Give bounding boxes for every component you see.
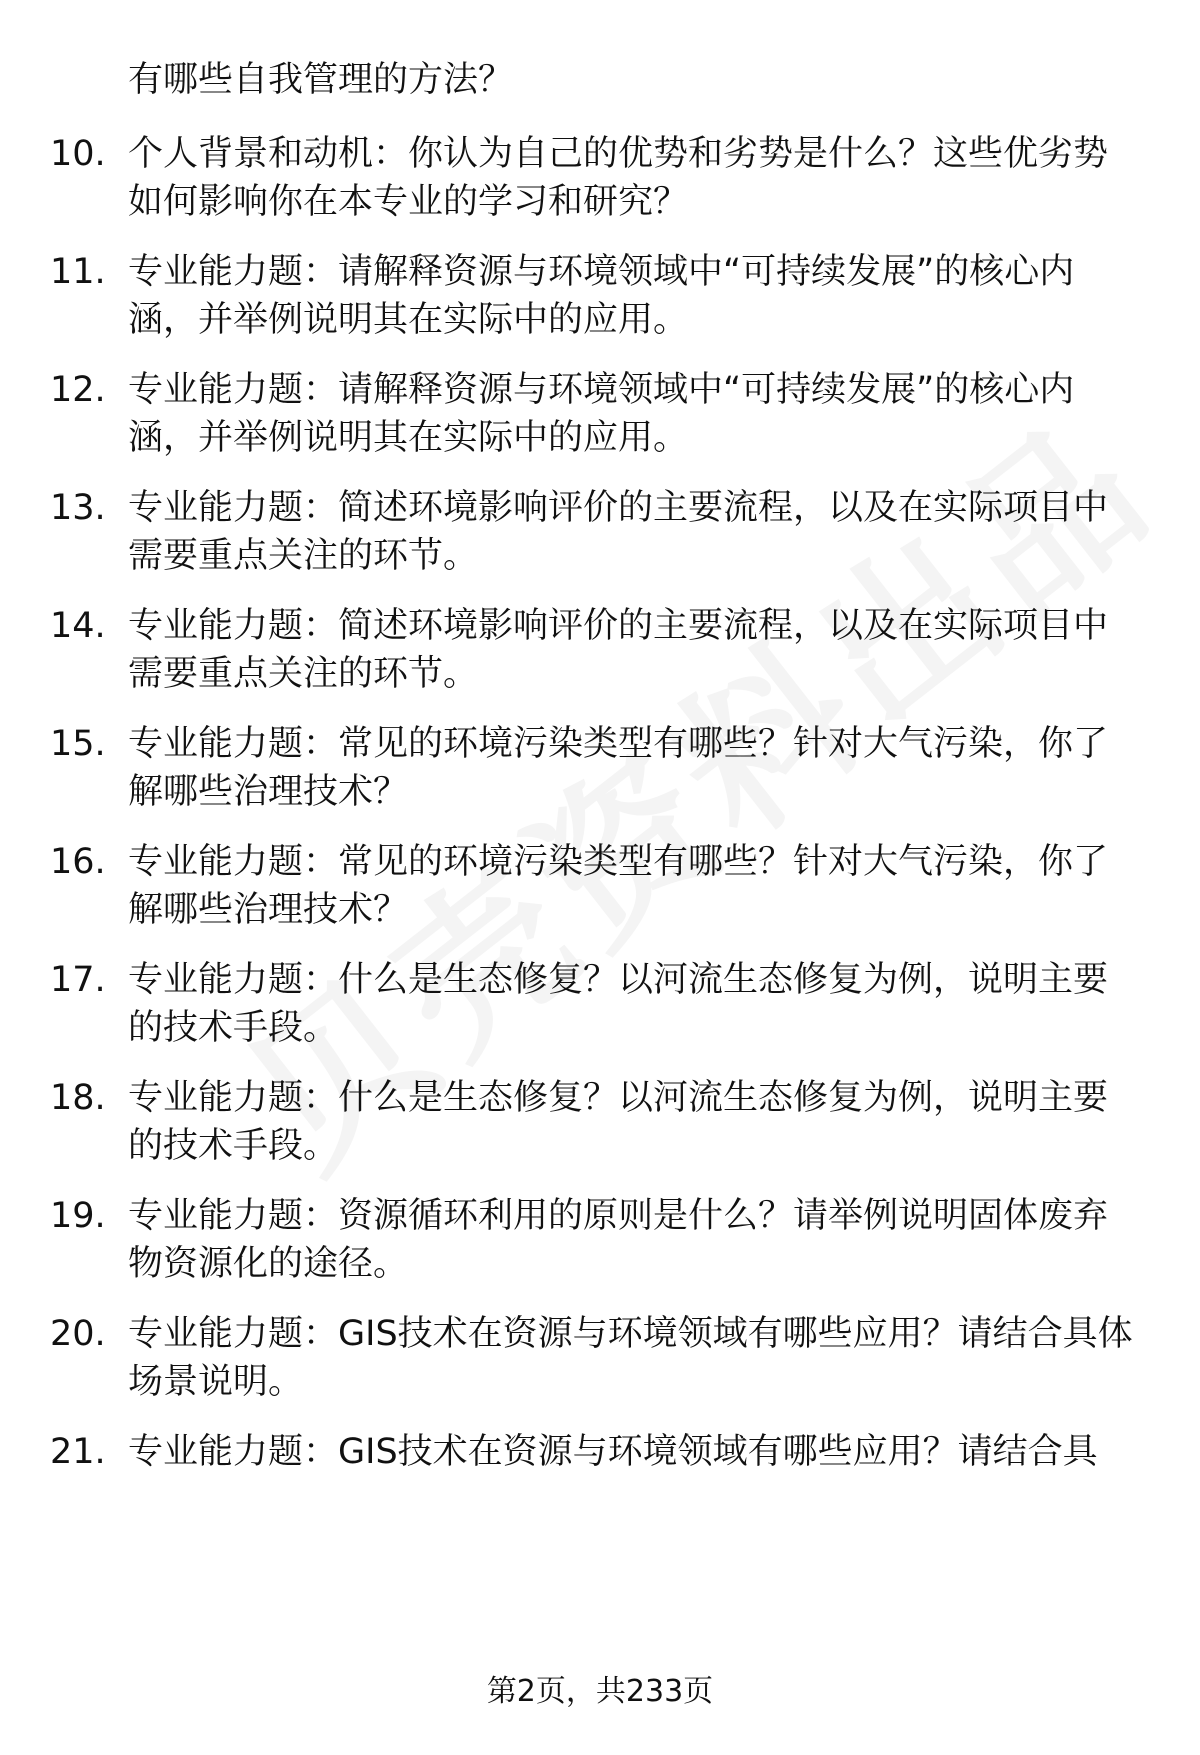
item-number: 19.	[50, 1196, 106, 1236]
item-text: 专业能力题：什么是生态修复？以河流生态修复为例，说明主要的技术手段。	[128, 960, 1109, 1048]
item-text: 专业能力题：资源循环利用的原则是什么？请举例说明固体废弃物资源化的途径。	[128, 1196, 1109, 1284]
item-text: 专业能力题：请解释资源与环境领域中“可持续发展”的核心内涵，并举例说明其在实际中的应用。	[128, 370, 1075, 458]
item-text: 专业能力题：常见的环境污染类型有哪些？针对大气污染，你了解哪些治理技术？	[128, 724, 1109, 812]
item-number: 17.	[50, 960, 106, 1000]
item-number: 15.	[50, 724, 106, 764]
item-number: 21.	[50, 1432, 106, 1472]
item-number: 10.	[50, 134, 106, 174]
item-text: 专业能力题：请解释资源与环境领域中“可持续发展”的核心内涵，并举例说明其在实际中的应用。	[128, 252, 1075, 340]
item-text: 专业能力题：什么是生态修复？以河流生态修复为例，说明主要的技术手段。	[128, 1078, 1109, 1166]
item-text: 专业能力题：GIS技术在资源与环境领域有哪些应用？请结合具	[128, 1432, 1098, 1472]
item-text: 个人背景和动机：你认为自己的优势和劣势是什么？这些优劣势如何影响你在本专业的学习和研究？	[128, 134, 1109, 222]
item-number: 14.	[50, 606, 106, 646]
item-number: 16.	[50, 842, 106, 882]
item-number: 13.	[50, 488, 106, 528]
item-number: 11.	[50, 252, 106, 292]
item-text: 专业能力题：GIS技术在资源与环境领域有哪些应用？请结合具体场景说明。	[128, 1314, 1133, 1402]
item-number: 12.	[50, 370, 106, 410]
item-text: 专业能力题：简述环境影响评价的主要流程，以及在实际项目中需要重点关注的环节。	[128, 488, 1109, 576]
item-number: 20.	[50, 1314, 106, 1354]
continued-line: 有哪些自我管理的方法？	[128, 60, 514, 100]
item-text: 专业能力题：常见的环境污染类型有哪些？针对大气污染，你了解哪些治理技术？	[128, 842, 1109, 930]
item-text: 专业能力题：简述环境影响评价的主要流程，以及在实际项目中需要重点关注的环节。	[128, 606, 1109, 694]
item-number: 18.	[50, 1078, 106, 1118]
page-number: 第2页，共233页	[486, 1674, 714, 1709]
